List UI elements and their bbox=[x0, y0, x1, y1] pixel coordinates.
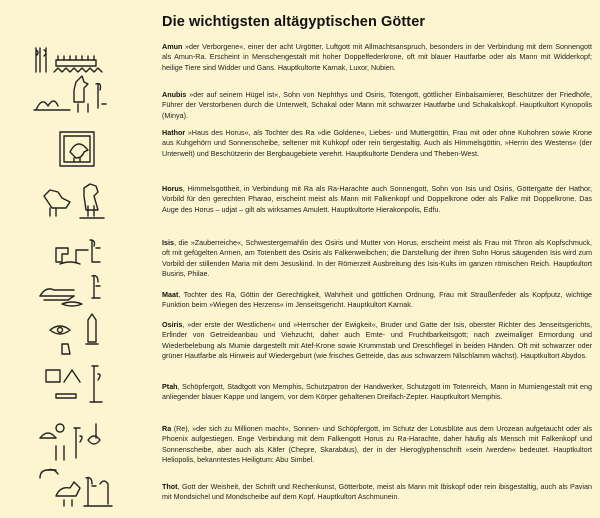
god-description: , Gott der Weisheit, der Schrift und Rechenkunst, Götterbote, meist als Mann mit Ibiskopf oder rein ibisgestaltig, auch als Pavian mit Mondsichel und Mondscheibe auf dem Kopf. Hauptkultort Aschmunein. bbox=[162, 482, 592, 502]
isis-hieroglyph-icon bbox=[56, 240, 100, 264]
amun-hieroglyph-icon bbox=[36, 48, 102, 72]
hieroglyph-drawings bbox=[0, 0, 150, 518]
god-description: , »der erste der Westlichen« und »Herrscher der Ewigkeit«, Bruder und Gatte der Isis, oberster Richter des Jenseitsgerichts, Erfinder von Getreideanbau und Viehzucht, daher auch Ernte- und Fruchtbarkeitsgott; nach zweimaliger Ermordung und Wiederbelebung als Mumie dargestellt mit Atef-Krone sowie Krummstab und Dreschflegel in beiden Händen. Oft mit schwarzer oder grüner Hautfarbe als Hinweis auf Wiedergeburt (wie frisches Getreide, das aus schwarzem Nilschlamm wächst). Hauptkultort Abydos. bbox=[162, 320, 592, 360]
god-entry-horus bbox=[162, 184, 592, 215]
god-description: »Haus des Horus«, als Tochter des Ra »die Goldene«, Liebes- und Muttergöttin, Frau mit oder ohne Kuhohren sowie Krone aus Kuhgehörn und Sonnenscheibe, seltener mit Kuhkopf oder rein tiergestaltig. Auch als Himmelsgöttin, »Herrin des Westens« (der Unterwelt) und Beschützerin der Bergbaugebiete verehrt. Hauptkultorte Dendera und Theben-West. bbox=[162, 128, 592, 158]
god-entry-thot bbox=[162, 482, 592, 503]
god-description: , Schöpfergott, Stadtgott von Memphis, Schutzpatron der Handwerker, Schutzgott im Totenreich, Mann in Mumiengestalt mit eng anliegender blauer Kappe und langem, vor dem Körper gehaltenen Dreifach-Zepter. Hauptkultort Memphis. bbox=[162, 382, 592, 402]
god-name: Osiris bbox=[162, 320, 183, 329]
ptah-hieroglyph-icon bbox=[46, 366, 102, 402]
god-name: Thot bbox=[162, 482, 178, 491]
god-entry-hathor bbox=[162, 128, 592, 159]
god-entry-ptah bbox=[162, 382, 592, 403]
god-name: Ra bbox=[162, 424, 172, 433]
anubis-hieroglyph-icon bbox=[34, 76, 106, 112]
god-description: , Tochter des Ra, Göttin der Gerechtigkeit, Wahrheit und göttlichen Ordnung, Frau mit Straußenfeder als Kopfputz, wichtige Funktion beim »Wiegen des Herzens« im Jenseitsgericht. Hauptkultort Karnak. bbox=[162, 290, 592, 310]
ra-hieroglyph-icon bbox=[40, 424, 100, 460]
horus-hieroglyph-icon bbox=[44, 184, 104, 218]
god-description: , Himmelsgottheit, in Verbindung mit Ra als Ra-Harachte auch Sonnengott, Sohn von Isis und Osiris, Göttergatte der Hathor, Vorbild für den gerechten Pharao, erscheint meist als Mann mit Falkenkopf und Doppelkrone oder als Falke mit Doppelkrone. Das Auge des Horus – udjat – gilt als wirksames Amulett. Hauptkultorte Hierakonpolis, Edfu. bbox=[162, 184, 592, 214]
god-entry-osiris bbox=[162, 320, 592, 361]
god-name: Amun bbox=[162, 42, 183, 51]
osiris-hieroglyph-icon bbox=[50, 314, 98, 354]
god-name: Horus bbox=[162, 184, 183, 193]
page-title: Die wichtigsten altägyptischen Götter bbox=[162, 14, 426, 30]
god-description: , die »Zauberreiche«, Schwestergemahlin des Osiris und Mutter von Horus, erscheint meist als Frau mit Thron als Kopfschmuck, oft mit gefügelten Armen, am Totenbett des Osiris als Falkenweibchen; die Darstellung der ihren Sohn Horus säugenden Isis wird zum Vorbild der stillenden Maria mit dem Jesuskind. In der Römerzeit Ausbreitung des Isis-Kults im ganzen römischen Reich. Hauptkultort Busiris, Philae. bbox=[162, 238, 592, 278]
god-entry-maat bbox=[162, 290, 592, 311]
maat-hieroglyph-icon bbox=[40, 276, 100, 306]
god-name: Hathor bbox=[162, 128, 186, 137]
god-entry-amun bbox=[162, 42, 592, 73]
god-name: Ptah bbox=[162, 382, 178, 391]
hathor-hieroglyph-icon bbox=[60, 132, 94, 166]
god-entry-ra bbox=[162, 424, 592, 465]
god-entry-anubis bbox=[162, 90, 592, 121]
hieroglyph-column bbox=[0, 0, 150, 518]
god-description: »der Verborgene«, einer der acht Urgötter, Luftgott mit Allmachtsanspruch, besonders in der Verbindung mit dem Sonnengott als Amun-Ra. Erscheint in Menschengestalt mit hoher Doppelfederkrone, oft mit blauer Hautfarbe oder als Mann mit Widderkopf; heilige Tiere sind Widder und Gans. Hauptkultorte Karnak, Luxor, Nubien. bbox=[162, 42, 592, 72]
god-entry-isis bbox=[162, 238, 592, 279]
god-name: Anubis bbox=[162, 90, 187, 99]
god-name: Maat bbox=[162, 290, 179, 299]
god-description: »der auf seinem Hügel ist«, Sohn von Nephthys und Osiris, Totengott, göttlicher Einbalsamierer, Beschützer der Friedhöfe, Führer der Verstorbenen durch die Unterwelt, Schakal oder Mann mit schwarzer Hautfarbe und Schakalskopf. Hauptkultort Kynopolis (Minya). bbox=[162, 90, 592, 120]
god-name: Isis bbox=[162, 238, 174, 247]
god-description: (Re), »der sich zu Millionen macht«, Sonnen- und Schöpfergott, im Schutz der Lotusblüte aus dem Urozean aufgetaucht oder als Phoenix aufgestiegen. Enge Verbindung mit dem Falkengott Horus zu Ra-Harachte, daher häufig als Mensch mit Falkenkopf und Sonnenscheibe, aber auch als Käfer (Chepre, Skarabäus), der in der Hieroglyphenschrift »sein /werden« bedeutet. Hauptkultort Heliopolis, bekanntestes Heiligtum: Abu Simbel. bbox=[162, 424, 592, 464]
thot-hieroglyph-icon bbox=[40, 470, 112, 507]
